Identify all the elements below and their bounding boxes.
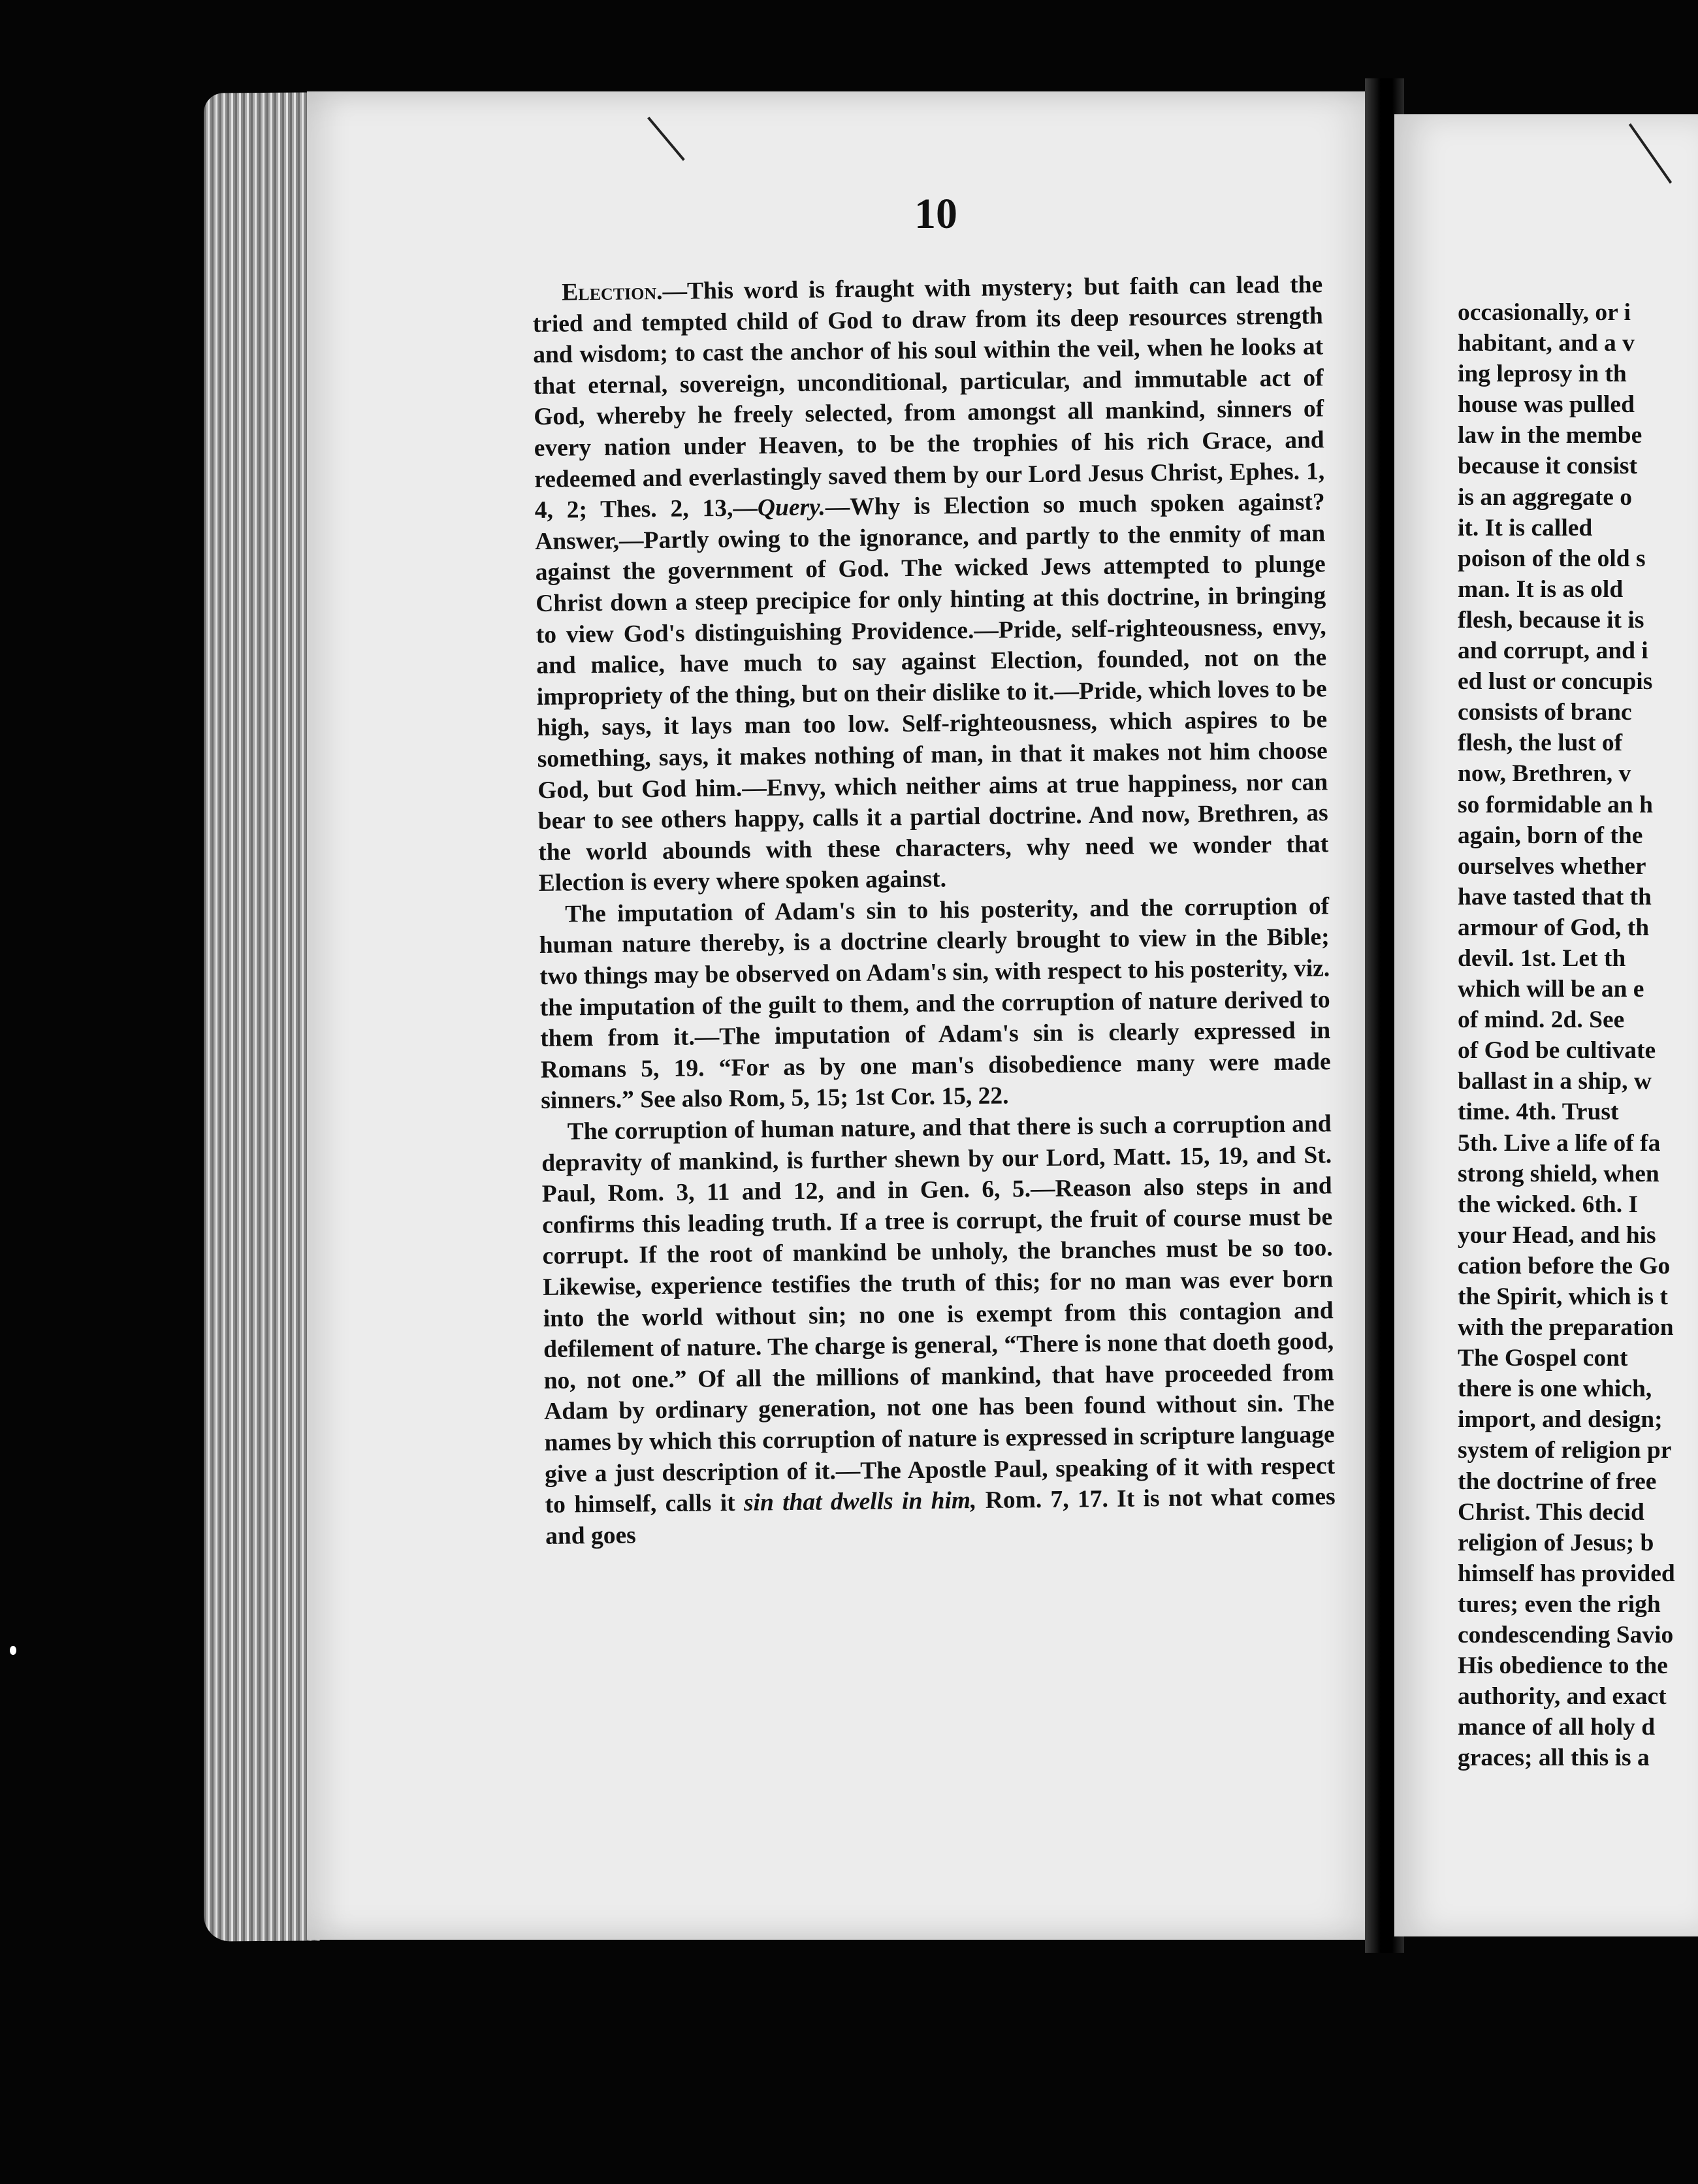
right-page-line: it. It is called xyxy=(1458,514,1593,541)
right-page-line: condescending Savio xyxy=(1458,1622,1674,1649)
paragraph-text: The imputation of Adam's sin to his posterity, and the corruption of human nature thereby, is a doctrine clearly brought to view in the Bible; two things may be observed on Adam's sin, with respect to his posterity, viz. the imputation of the guilt to them, and the corruption of nature derived to them from it.—The imputation of Adam's sin is clearly expressed in Romans 5, 19. “For as by one man's disobedience many were made sinners.” See also Rom, 5, 15; 1st Cor. 15, 22. xyxy=(539,893,1331,1115)
italic-phrase: sin that dwells in him, xyxy=(743,1487,977,1517)
paragraph-text: —Why is Election so much spoken against? Answer,—Partly owing to the ignorance, and partly to the enmity of man against the government of God. The wicked Jews attempted to plunge Christ down a steep precipice for only hinting at this doctrine, in bringing to view God's distinguishing Providence.—Pride, self-righteousness, envy, and malice, have much to say against Election, founded, not on the impropriety of the thing, but on their dislike to it.—Pride, which loves to be high, says, it lays man too low. Self-righteousness, which aspires to be something, says, it makes nothing of man, in that it makes not him choose God, but God him.—Envy, which neither aims at true happiness, nor can bear to see others happy, calls it a partial doctrine. And now, Brethren, as the world abounds with these characters, why need we wonder that Election is every where spoken against. xyxy=(535,489,1329,897)
right-page-line: system of religion pr xyxy=(1458,1437,1672,1464)
right-page-line: time. 4th. Trust xyxy=(1458,1099,1619,1126)
paragraph-text: Rom. 7, 17. It is not what comes and goes xyxy=(545,1483,1336,1550)
right-page-line: man. It is as old xyxy=(1458,575,1624,603)
right-page-line: because it consist xyxy=(1458,453,1637,480)
right-page-line: the Spirit, which is t xyxy=(1458,1283,1668,1310)
right-page-line: which will be an e xyxy=(1458,976,1644,1003)
right-page-line: flesh, because it is xyxy=(1458,606,1644,634)
right-page-line: there is one which, xyxy=(1458,1375,1652,1403)
right-page-line: poison of the old s xyxy=(1458,545,1646,572)
right-page-line: ing leprosy in th xyxy=(1458,361,1627,388)
paragraph-text: —This word is fraught with mystery; but faith can lead the tried and tempted child of God to draw from its deep resources strength and wisdom; to cast the anchor of his soul within the veil, when he looks at that eternal, sovereign, unconditional, particular, and immutable act of God, whereby he freely selected, from amongst all mankind, sinners of every nation under Heaven, to be the trophies of his rich Grace, and redeemed and everlastingly saved them by our Lord Jesus Christ, Ephes. 1, 4, 2; Thes. 2, 13,— xyxy=(532,271,1325,524)
right-page-line: law in the membe xyxy=(1458,422,1642,449)
right-page-line: occasionally, or i xyxy=(1458,299,1631,326)
right-page-line: cation before the Go xyxy=(1458,1252,1671,1279)
right-page-line: have tasted that th xyxy=(1458,883,1652,910)
page-edges xyxy=(204,92,320,1941)
right-page-line: import, and design; xyxy=(1458,1406,1663,1434)
right-page-line: the doctrine of free xyxy=(1458,1468,1657,1495)
right-page-line: and corrupt, and i xyxy=(1458,637,1648,665)
right-page-line: armour of God, th xyxy=(1458,914,1650,941)
paragraph-election xyxy=(532,269,1329,899)
right-page-line: so formidable an h xyxy=(1458,791,1653,818)
left-page-text xyxy=(532,269,1336,1552)
query-label: Query. xyxy=(757,494,825,522)
right-page-line: house was pulled xyxy=(1458,391,1635,419)
right-page-line: His obedience to the xyxy=(1458,1652,1668,1680)
right-page-line: 5th. Live a life of fa xyxy=(1458,1129,1661,1157)
paragraph-corruption xyxy=(541,1108,1336,1552)
right-page-line: The Gospel cont xyxy=(1458,1345,1628,1372)
paragraph-text: The corruption of human nature, and that there is such a corruption and depravity of mankind, is further shewn by our Lord, Matt. 15, 19, and St. Paul, Rom. 3, 11 and 12, and in Gen. 6, 5.—Reason also steps in and confirms this leading truth. If a tree is corrupt, the fruit of course must be corrupt. If the root of mankind be unholy, the branches must be so too. Likewise, experience testifies the truth of this; for no man was ever born into the world without sin; no one is exempt from this contagion and defilement of nature. The charge is general, “There is none that doeth good, no, not one.” Of all the millions of mankind, that have proceeded from Adam by ordinary generation, not one has been found without sin. The names by which this corruption of nature is expressed in scripture language give a just description of it.—The Apostle Paul, speaking of it with respect to himself, calls it xyxy=(541,1110,1336,1519)
right-page-line: graces; all this is a xyxy=(1458,1744,1650,1772)
page-number: 10 xyxy=(914,190,957,238)
right-page-line: consists of branc xyxy=(1458,699,1632,726)
right-page-line: ourselves whether xyxy=(1458,852,1646,880)
right-page-line: of mind. 2d. See xyxy=(1458,1006,1625,1034)
paragraph-imputation xyxy=(539,891,1331,1117)
right-page-line: strong shield, when xyxy=(1458,1160,1659,1187)
right-page-line: flesh, the lust of xyxy=(1458,730,1623,757)
right-page-line: himself has provided xyxy=(1458,1560,1675,1587)
right-page-line: the wicked. 6th. I xyxy=(1458,1191,1639,1218)
right-page-line: again, born of the xyxy=(1458,822,1643,849)
right-page-line: devil. 1st. Let th xyxy=(1458,944,1626,972)
right-page-line: Christ. This decid xyxy=(1458,1498,1644,1526)
right-page-line: ed lust or concupis xyxy=(1458,668,1653,696)
right-page-line: ballast in a ship, w xyxy=(1458,1068,1652,1095)
right-page-line: of God be cultivate xyxy=(1458,1037,1656,1065)
lead-word: Election. xyxy=(562,278,663,306)
right-page-line: is an aggregate o xyxy=(1458,483,1632,511)
right-page-line: religion of Jesus; b xyxy=(1458,1529,1654,1556)
right-page-line: your Head, and his xyxy=(1458,1221,1656,1249)
right-page-text xyxy=(1458,297,1698,1774)
right-page-line: tures; even the righ xyxy=(1458,1590,1661,1618)
right-page-line: habitant, and a v xyxy=(1458,330,1635,357)
right-page-line: with the preparation xyxy=(1458,1314,1674,1341)
right-page-line: now, Brethren, v xyxy=(1458,760,1631,788)
right-page-line: mance of all holy d xyxy=(1458,1714,1656,1741)
right-page-line: authority, and exact xyxy=(1458,1683,1667,1710)
scan-speck xyxy=(10,1646,16,1655)
